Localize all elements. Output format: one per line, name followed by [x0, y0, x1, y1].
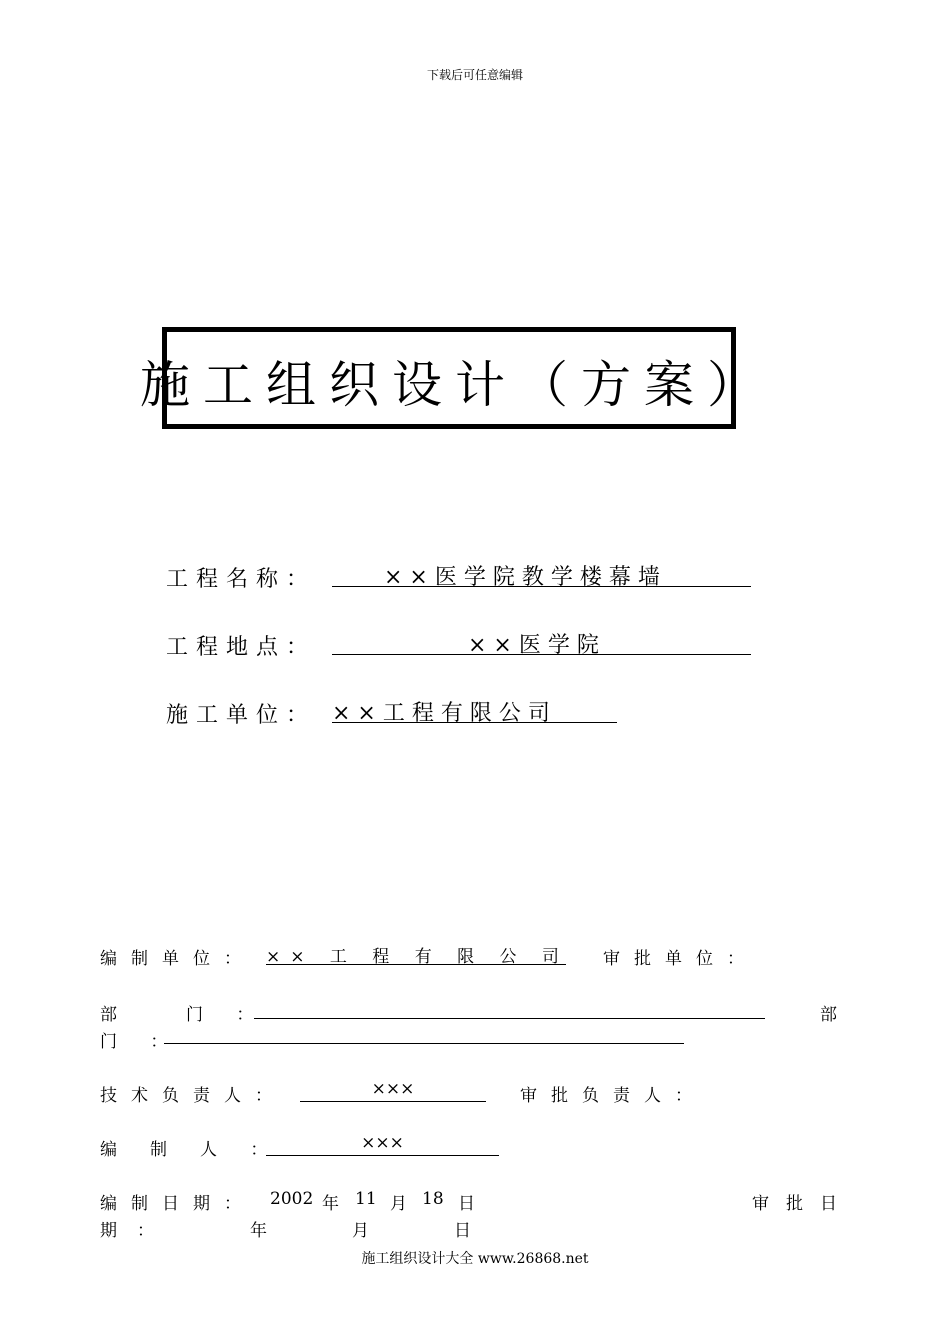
dept-label-2: 门 ：	[186, 1005, 268, 1025]
prepared-unit-field	[266, 942, 569, 967]
project-location-label: 工程地点：	[166, 635, 317, 660]
approval-date-day-unit: 日	[454, 1221, 485, 1241]
approval-date-label-2: 期：	[100, 1221, 174, 1241]
preparer-label-3: 人 ：	[200, 1140, 282, 1160]
dept-field	[254, 1000, 765, 1019]
approval-lead-label: 审批负责人：	[520, 1086, 706, 1106]
approval-date-year-unit: 年	[250, 1221, 281, 1241]
project-name-value: ××医学院教学楼幕墙	[384, 565, 667, 590]
project-name-field	[332, 560, 751, 590]
approval-date-label: 审批日	[752, 1194, 854, 1214]
preparer-label-2: 制	[150, 1140, 181, 1160]
contractor-value: ××工程有限公司	[332, 701, 557, 726]
dept-second-field	[164, 1025, 684, 1044]
contractor-label: 施工单位：	[166, 703, 317, 728]
preparer-value: ×××	[361, 1133, 404, 1153]
contractor-field	[332, 696, 617, 726]
project-location-value: ××医学院	[468, 633, 606, 658]
prepared-unit-value: ×× 工 程 有 限 公 司	[266, 947, 569, 967]
prepared-date-month: 11	[355, 1189, 377, 1209]
header-note: 下载后可任意编辑	[426, 68, 523, 82]
prepared-date-day: 18	[422, 1189, 444, 1209]
tech-lead-value: ×××	[371, 1079, 415, 1099]
dept-second-label: 门 ：	[100, 1032, 182, 1052]
prepared-date-day-unit: 日	[458, 1194, 489, 1214]
prepared-date-label: 编制日期：	[100, 1194, 255, 1214]
approval-date-month-unit: 月	[352, 1221, 383, 1241]
project-name-label: 工程名称：	[166, 567, 317, 592]
preparer-field	[266, 1133, 499, 1156]
tech-lead-field	[300, 1079, 486, 1102]
dept-right-label: 部	[820, 1005, 851, 1025]
prepared-date-year-unit: 年	[322, 1194, 353, 1214]
dept-label-1: 部	[100, 1005, 131, 1025]
project-location-field	[332, 628, 751, 658]
prepared-date-month-unit: 月	[390, 1194, 421, 1214]
prepared-unit-label: 编制单位：	[100, 949, 255, 969]
prepared-date-year: 2002	[270, 1189, 314, 1209]
footer-text: 施工组织设计大全 www.26868.net	[361, 1251, 589, 1267]
tech-lead-label: 技术负责人：	[100, 1086, 286, 1106]
preparer-label-1: 编	[100, 1140, 131, 1160]
document-title: 施工组织设计（方案）	[140, 356, 770, 414]
approval-unit-label: 审批单位：	[603, 949, 758, 969]
